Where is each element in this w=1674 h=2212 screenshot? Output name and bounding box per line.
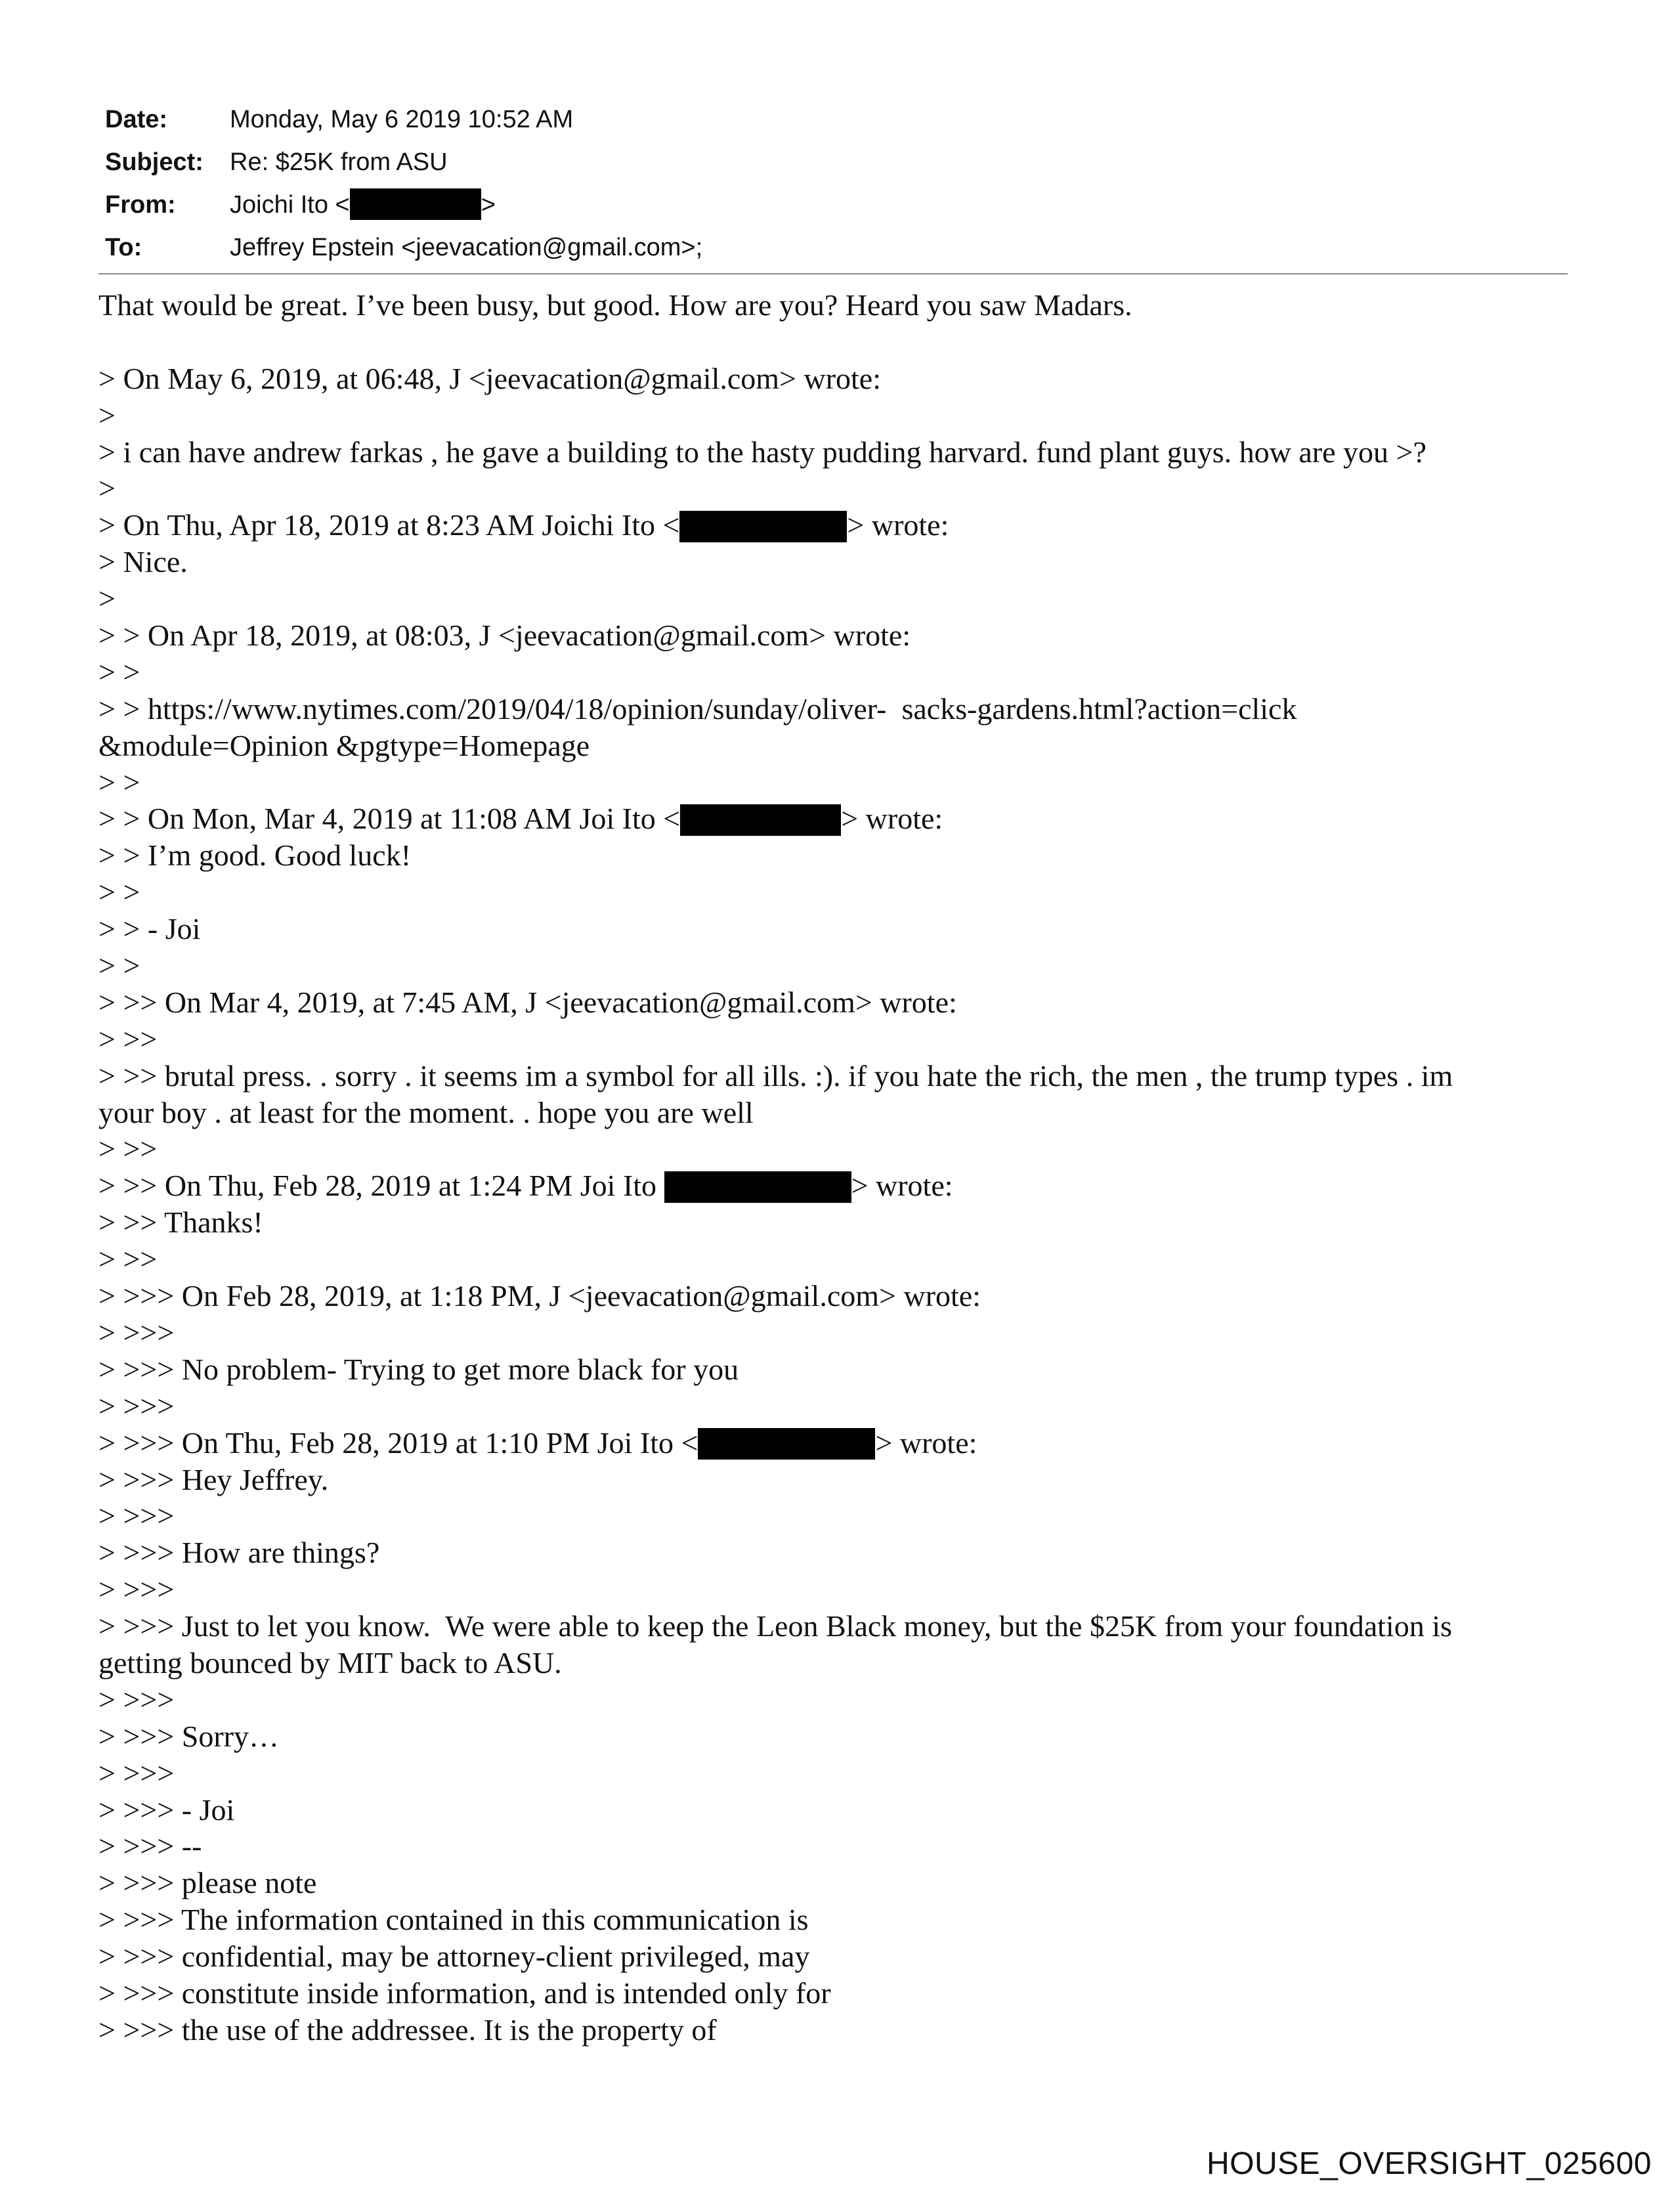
body-line: > >>> How are things? xyxy=(98,1536,380,1570)
body-line: > > xyxy=(98,655,140,689)
body-line: > >> Thanks! xyxy=(98,1205,263,1240)
body-line: > >>> please note xyxy=(98,1866,317,1900)
body-line: > >>> confidential, may be attorney-client privileged, may xyxy=(98,1940,810,1974)
line-text: > > On Mon, Mar 4, 2019 at 11:08 AM Joi Ito < xyxy=(98,802,681,836)
line-text: > >> On Thu, Feb 28, 2019 at 1:24 PM Joi Ito xyxy=(98,1169,664,1203)
line-text: > wrote: xyxy=(841,802,943,836)
body-line: > >>> xyxy=(98,1572,175,1607)
date-row xyxy=(105,98,1562,141)
line-text: > wrote: xyxy=(847,508,949,542)
body-line: > > - Joi xyxy=(98,912,201,946)
body-line: > Nice. xyxy=(98,545,188,579)
from-value xyxy=(230,184,496,227)
to-value: Jeffrey Epstein <jeevacation@gmail.com>; xyxy=(230,234,703,261)
body-line: > xyxy=(98,471,116,506)
redaction-block xyxy=(680,804,841,836)
redaction-block xyxy=(350,188,481,220)
date-label: Date: xyxy=(105,106,168,133)
body-line: > >> brutal press. . sorry . it seems im a symbol for all ills. :). if you hate the rich, the men , the trump types . im xyxy=(98,1058,1453,1093)
subject-label: Subject: xyxy=(105,148,204,176)
line-text: > wrote: xyxy=(875,1425,977,1460)
line-text: > On Thu, Apr 18, 2019 at 8:23 AM Joichi Ito < xyxy=(98,508,680,542)
subject-row xyxy=(105,141,1562,184)
body-line: > > xyxy=(98,875,140,909)
body-line: > >>> the use of the addressee. It is the property of xyxy=(98,2012,717,2047)
redaction-block xyxy=(679,511,847,542)
body-line: That would be great. I’ve been busy, but good. How are you? Heard you saw Madars. xyxy=(98,288,1132,322)
body-line: > >>> The information contained in this communication is xyxy=(98,1903,809,1937)
body-line: > >>> xyxy=(98,1499,175,1533)
body-line: > >>> On Feb 28, 2019, at 1:18 PM, J <jeevacation@gmail.com> wrote: xyxy=(98,1279,981,1313)
line-text: > wrote: xyxy=(851,1169,953,1203)
body-line: > >>> No problem- Trying to get more black for you xyxy=(98,1352,739,1386)
redaction-block xyxy=(664,1171,851,1203)
body-line: > xyxy=(98,398,116,432)
body-line: > >>> constitute inside information, and is intended only for xyxy=(98,1976,831,2010)
body-line: > On May 6, 2019, at 06:48, J <jeevacation@gmail.com> wrote: xyxy=(98,361,882,395)
subject-value: Re: $25K from ASU xyxy=(230,148,448,176)
body-line: > >> xyxy=(98,1242,158,1276)
body-line: > > xyxy=(98,949,140,983)
body-line: > >>> -- xyxy=(98,1829,202,1863)
body-line: > >>> Sorry… xyxy=(98,1719,279,1753)
body-line: getting bounced by MIT back to ASU. xyxy=(98,1645,562,1680)
body-line: > >> xyxy=(98,1132,158,1166)
body-line-redacted xyxy=(98,1167,1576,1204)
body-line: > >>> - Joi xyxy=(98,1792,235,1827)
email-body xyxy=(98,287,1576,2049)
body-line: > >>> Hey Jeffrey. xyxy=(98,1462,329,1496)
body-line: > >>> xyxy=(98,1389,175,1423)
to-label: To: xyxy=(105,234,142,261)
body-line: > >> On Mar 4, 2019, at 7:45 AM, J <jeevacation@gmail.com> wrote: xyxy=(98,985,957,1019)
body-line: > >>> xyxy=(98,1315,175,1349)
body-line-redacted xyxy=(98,800,1576,837)
body-line: > i can have andrew farkas , he gave a building to the hasty pudding harvard. fund plant guys. how are you >? xyxy=(98,435,1427,469)
redaction-block xyxy=(698,1428,875,1460)
from-label: From: xyxy=(105,191,176,219)
header-divider xyxy=(98,273,1568,274)
body-line-redacted xyxy=(98,1425,1576,1462)
body-line: > >>> xyxy=(98,1682,175,1716)
from-row xyxy=(105,184,1562,227)
body-line: > > I’m good. Good luck! xyxy=(98,838,412,873)
body-line-redacted xyxy=(98,507,1576,544)
body-line: > >> xyxy=(98,1022,158,1056)
body-line: > > https://www.nytimes.com/2019/04/18/opinion/sunday/oliver- sacks-gardens.html?action=click xyxy=(98,691,1297,726)
body-line: your boy . at least for the moment. . hope you are well xyxy=(98,1095,754,1129)
body-line: > > xyxy=(98,765,140,799)
from-suffix: > xyxy=(481,191,496,219)
body-line: > > On Apr 18, 2019, at 08:03, J <jeevacation@gmail.com> wrote: xyxy=(98,618,911,653)
body-line: > >>> Just to let you know. We were able to keep the Leon Black money, but the $25K from your foundation is xyxy=(98,1609,1452,1643)
from-name: Joichi Ito < xyxy=(230,191,350,219)
body-line: > xyxy=(98,582,116,616)
body-line: &module=Opinion &pgtype=Homepage xyxy=(98,728,590,762)
bates-number: HOUSE_OVERSIGHT_025600 xyxy=(1207,2146,1652,2181)
date-value: Monday, May 6 2019 10:52 AM xyxy=(230,106,574,133)
body-line xyxy=(98,324,1576,360)
to-row xyxy=(105,227,1562,269)
email-header xyxy=(105,98,1562,269)
body-line: > >>> xyxy=(98,1756,175,1790)
line-text: > >>> On Thu, Feb 28, 2019 at 1:10 PM Joi Ito < xyxy=(98,1425,698,1460)
